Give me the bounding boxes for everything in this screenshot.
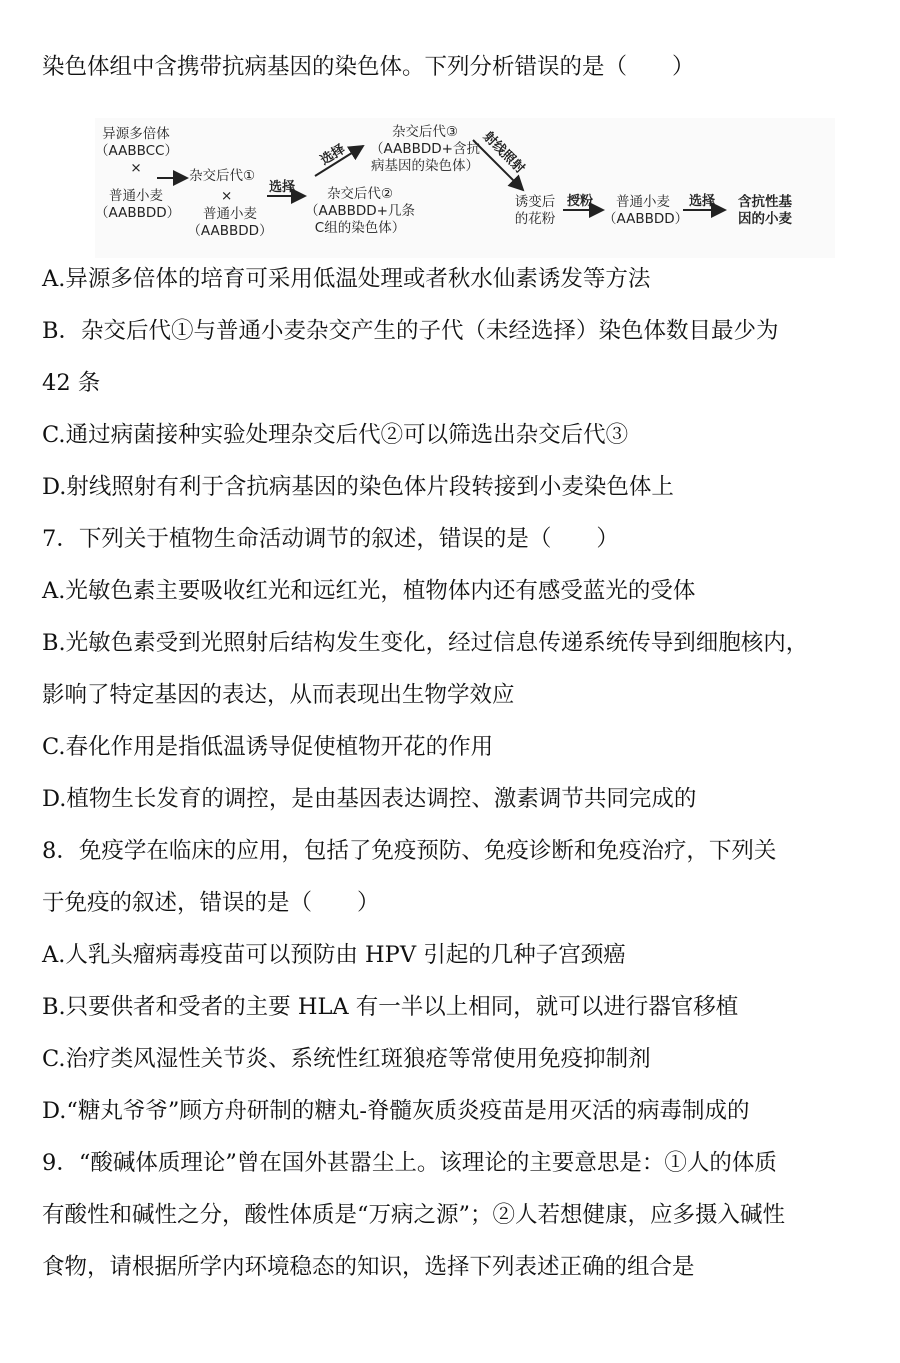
label-select2: 选择	[318, 141, 349, 169]
q7-option-c: C.春化作用是指低温诱导促使植物开花的作用	[42, 734, 494, 760]
q7-option-d: D.植物生长发育的调控，是由基因表达调控、激素调节共同完成的	[42, 786, 697, 812]
q8-option-a: A.人乳头瘤病毒疫苗可以预防由 HPV 引起的几种子宫颈癌	[42, 942, 626, 968]
node-allopolyploid: 异源多倍体 （AABBCC） ×	[95, 126, 178, 176]
q8-option-b: B.只要供者和受者的主要 HLA 有一半以上相同，就可以进行器官移植	[42, 994, 739, 1020]
node-cross2: ×	[221, 188, 233, 204]
node-offspring2: 杂交后代② （AABBDD+几条 C组的染色体）	[305, 186, 415, 236]
label-pollinate: 授粉	[567, 194, 594, 209]
node-mutated-pollen: 诱变后 的花粉	[514, 194, 556, 227]
question-9-stem-cont2: 食物，请根据所学内环境稳态的知识，选择下列表述正确的组合是	[42, 1254, 695, 1280]
label-irradiate: 射线照射	[479, 129, 528, 177]
breeding-flow-diagram	[95, 118, 835, 258]
question-8-stem: 8．免疫学在临床的应用，包括了免疫预防、免疫诊断和免疫治疗，下列关	[42, 838, 777, 864]
q6-option-d: D.射线照射有利于含抗病基因的染色体片段转接到小麦染色体上	[42, 474, 674, 500]
q7-option-a: A.光敏色素主要吸收红光和远红光，植物体内还有感受蓝光的受体	[42, 578, 696, 604]
question-9-stem-cont1: 有酸性和碱性之分，酸性体质是“万病之源”；②人若想健康，应多摄入碱性	[42, 1202, 786, 1228]
node-offspring1: 杂交后代①	[189, 168, 256, 184]
q6-option-c: C.通过病菌接种实验处理杂交后代②可以筛选出杂交后代③	[42, 422, 629, 448]
node-wheat1: 普通小麦 （AABBDD）	[95, 188, 181, 221]
node-wheat3: 普通小麦 （AABBDD）	[603, 194, 689, 227]
node-resistant-wheat: 含抗性基 因的小麦	[738, 194, 792, 227]
q6-option-b-cont: 42 条	[42, 370, 101, 396]
q7-option-b-cont: 影响了特定基因的表达，从而表现出生物学效应	[42, 682, 515, 708]
question-9-stem: 9．“酸碱体质理论”曾在国外甚嚣尘上。该理论的主要意思是：①人的体质	[42, 1150, 777, 1176]
question-7-stem: 7．下列关于植物生命活动调节的叙述，错误的是（ ）	[42, 526, 619, 552]
question-8-stem-cont: 于免疫的叙述，错误的是（ ）	[42, 890, 380, 916]
label-select1: 选择	[269, 180, 296, 195]
q8-option-c: C.治疗类风湿性关节炎、系统性红斑狼疮等常使用免疫抑制剂	[42, 1046, 651, 1072]
q8-option-d: D.“糖丸爷爷”顾方舟研制的糖丸-脊髓灰质炎疫苗是用灭活的病毒制成的	[42, 1098, 750, 1124]
node-offspring3: 杂交后代③ （AABBDD+含抗 病基因的染色体）	[370, 124, 480, 174]
q6-option-b: B．杂交后代①与普通小麦杂交产生的子代（未经选择）染色体数目最少为	[42, 318, 779, 344]
label-select3: 选择	[689, 194, 716, 209]
q6-option-a: A.异源多倍体的培育可采用低温处理或者秋水仙素诱发等方法	[42, 266, 651, 292]
node-wheat2: 普通小麦 （AABBDD）	[187, 206, 273, 239]
q7-option-b: B.光敏色素受到光照射后结构发生变化，经过信息传递系统传导到细胞核内，	[42, 630, 809, 656]
question-6-stem-end: 染色体组中含携带抗病基因的染色体。下列分析错误的是（ ）	[42, 54, 695, 80]
